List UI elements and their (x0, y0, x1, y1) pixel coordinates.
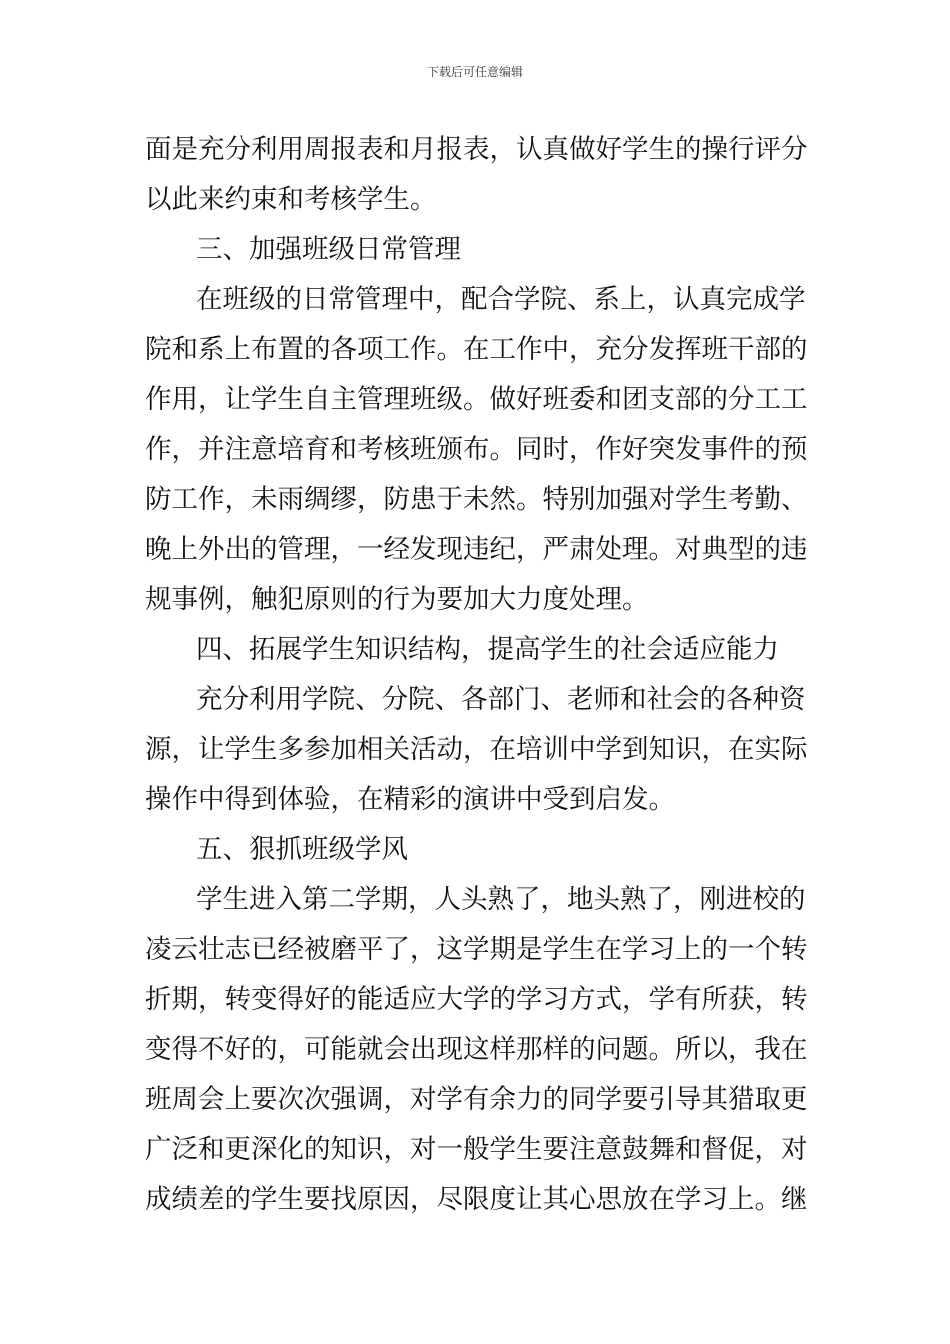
section-heading: 五、狠抓班级学风 (196, 834, 408, 865)
text-line: 作，并注意培育和考核班颁布。同时，作好突发事件的预 (145, 434, 808, 465)
text-line: 面是充分利用周报表和月报表，认真做好学生的操行评分 (145, 134, 808, 165)
text-line: 变得不好的，可能就会出现这样那样的问题。所以，我在 (145, 1034, 808, 1065)
text-line: 凌云壮志已经被磨平了，这学期是学生在学习上的一个转 (145, 934, 808, 965)
text-line: 折期，转变得好的能适应大学的学习方式，学有所获，转 (145, 984, 808, 1015)
text-line: 以此来约束和考核学生。 (145, 184, 437, 215)
text-line: 作用，让学生自主管理班级。做好班委和团支部的分工工 (145, 384, 808, 415)
text-line: 晚上外出的管理，一经发现违纪，严肃处理。对典型的违 (145, 534, 808, 565)
section-heading: 三、加强班级日常管理 (196, 234, 461, 265)
text-line: 学生进入第二学期，人头熟了，地头熟了，刚进校的 (196, 884, 806, 915)
text-line: 规事例，触犯原则的行为要加大力度处理。 (145, 584, 649, 615)
text-line: 操作中得到体验，在精彩的演讲中受到启发。 (145, 784, 675, 815)
section-heading: 四、拓展学生知识结构，提高学生的社会适应能力 (196, 634, 779, 665)
text-line: 广泛和更深化的知识，对一般学生要注意鼓舞和督促，对 (145, 1134, 808, 1165)
text-line: 源，让学生多参加相关活动，在培训中学到知识，在实际 (145, 734, 808, 765)
text-line: 班周会上要次次强调，对学有余力的同学要引导其猎取更 (145, 1084, 808, 1115)
text-line: 充分利用学院、分院、各部门、老师和社会的各种资 (196, 684, 806, 715)
text-line: 防工作，未雨绸缪，防患于未然。特别加强对学生考勤、 (145, 484, 808, 515)
text-line: 院和系上布置的各项工作。在工作中，充分发挥班干部的 (145, 334, 808, 365)
text-line: 在班级的日常管理中，配合学院、系上，认真完成学 (196, 284, 806, 315)
text-line: 成绩差的学生要找原因，尽限度让其心思放在学习上。继 (145, 1184, 808, 1215)
page-header: 下载后可任意编辑 (426, 65, 523, 79)
